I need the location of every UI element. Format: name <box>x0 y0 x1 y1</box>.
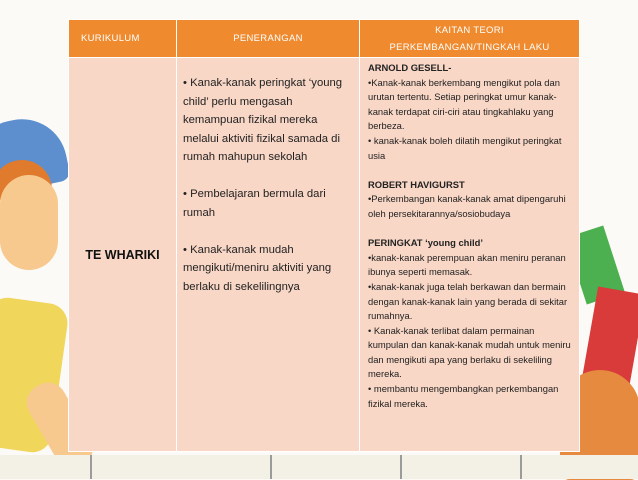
kurikulum-cell: TE WHARIKI <box>69 58 177 452</box>
theory-point: • Kanak-kanak terlibat dalam permainan kumpulan dan kanak-kanak mudah untuk meniru dan mengikuti apa yang berlaku di sekeliling mereka. <box>368 324 571 380</box>
theory-point: • kanak-kanak boleh dilatih mengikut peringkat usia <box>368 134 562 161</box>
penerangan-point: • Kanak-kanak mudah mengikuti/meniru aktiviti yang berlaku di sekelilingnya <box>183 243 332 293</box>
kaitan-cell <box>360 58 580 452</box>
fence-post-decoration <box>520 455 522 479</box>
table-header-row <box>69 20 580 58</box>
penerangan-cell <box>177 58 360 452</box>
penerangan-point: • Pembelajaran bermula dari rumah <box>183 188 326 219</box>
theory-heading-gesell: ARNOLD GESELL- <box>368 62 452 73</box>
fence-post-decoration <box>400 455 402 479</box>
theory-point: •kanak-kanak juga telah berkawan dan bermain dengan kanak-kanak lain yang berada di sekitar rumahnya. <box>368 280 568 322</box>
theory-point: •kanak-kanak perempuan akan meniru peranan ibunya seperti memasak. <box>368 251 566 278</box>
header-penerangan: PENERANGAN <box>177 20 360 58</box>
cartoon-face-decoration <box>0 175 58 270</box>
penerangan-point: • Kanak-kanak peringkat ‘young child’ perlu mengasah kemampuan fizikal mereka melalui aktiviti fizikal samada di rumah mahupun sekolah <box>183 77 343 163</box>
fence-post-decoration <box>90 455 92 479</box>
curriculum-table <box>68 19 580 452</box>
ground-decoration <box>0 455 638 479</box>
theory-heading-havigurst: ROBERT HAVIGURST <box>368 178 465 190</box>
fence-post-decoration <box>270 455 272 479</box>
theory-point: •Kanak-kanak berkembang mengikut pola dan urutan tertentu. Setiap peringkat umur kanak-kanak terdapat ciri-ciri atau tingkahlaku yang berbeza. <box>368 76 560 132</box>
header-kurikulum: KURIKULUM <box>69 20 177 58</box>
header-kaitan-line1: KAITAN TEORI <box>435 24 504 36</box>
theory-point: • membantu mengembangkan perkembangan fizikal mereka. <box>368 383 559 409</box>
theory-heading-young-child: PERINGKAT ‘young child’ <box>368 237 483 249</box>
table-row <box>69 58 580 452</box>
header-kaitan-line2: PERKEMBANGAN/TINGKAH LAKU <box>389 41 550 53</box>
header-kaitan <box>360 20 580 58</box>
theory-point: •Perkembangan kanak-kanak amat dipengaruhi oleh persekitarannya/sosiobudaya <box>368 193 566 219</box>
